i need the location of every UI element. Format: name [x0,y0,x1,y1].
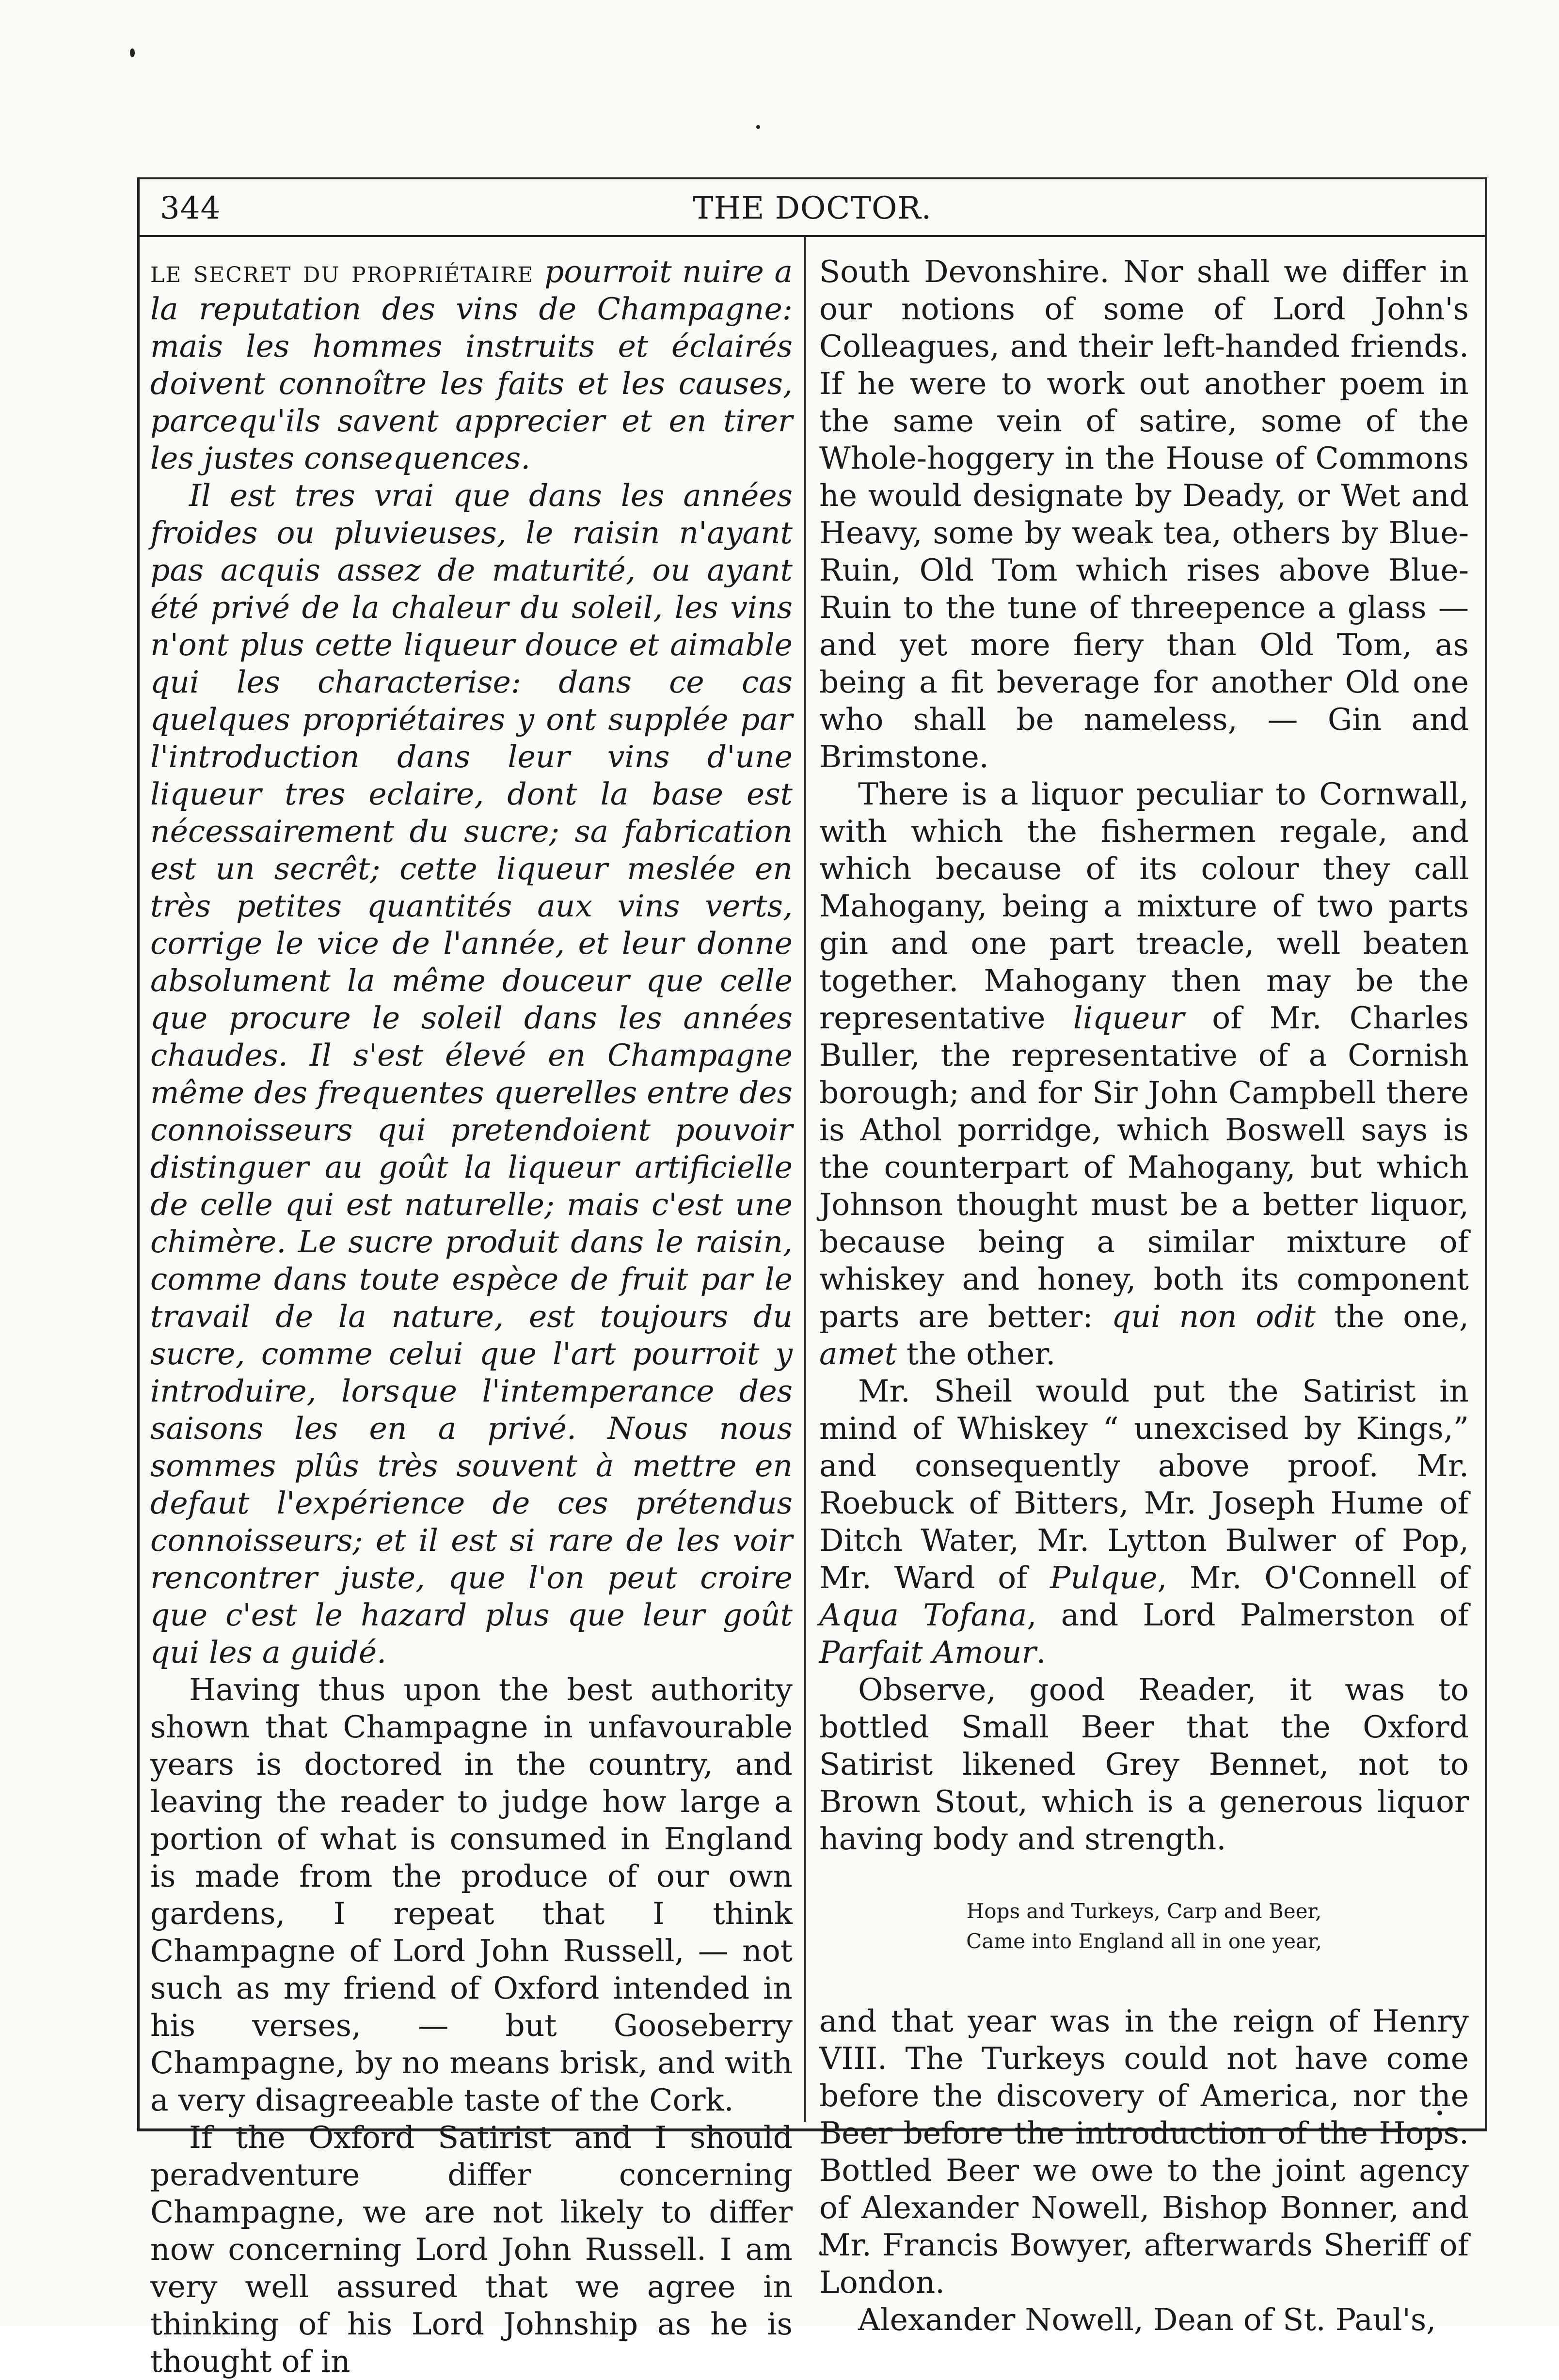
french-quote-paragraph: Il est tres vrai que dans les années froides ou pluvieuses, le raisin n'ayant pas acquis assez de maturité, ou ayant été privé de la chaleur du soleil, les vins n'ont plus cette liqueur douce et aimable qui les characterise: dans ce cas quelques propriétaires y ont supplée par l'introduction dans leur vins d'une liqueur tres eclaire, dont la base est nécessairement du sucre; sa fabrication est un secrêt; cette liqueur meslée en très petites quantités aux vins verts, corrige le vice de l'année, et leur donne absolument la même douceur que celle que procure le soleil dans les années chaudes. Il s'est élevé en Champagne même des frequentes querelles entre des connoisseurs qui pretendoient pouvoir distinguer au goût la liqueur artificielle de celle qui est naturelle; mais c'est une chimère. Le sucre produit dans le raisin, comme dans toute espèce de fruit par le travail de la nature, est toujours du sucre, comme celui que l'art pourroit y introduire, lorsque l'intemperance des saisons les en a privé. Nous nous sommes plûs très souvent à mettre en defaut l'expérience de ces prétendus connoisseurs; et il est si rare de les voir rencontrer juste, que l'on peut croire que c'est le hazard plus que leur goût qui les a guidé. [150,478,793,1670]
text-run: , Mr. O'Connell of [1157,1560,1469,1595]
body-paragraph: Observe, good Reader, it was to bottled Small Beer that the Oxford Satirist likened Grey Bennet, not to Brown Stout, which is a generous liquor having body and strength. [819,1672,1469,1857]
text-run: , and Lord Palmerston of [1027,1597,1469,1633]
left-column [150,253,793,2379]
text-run: the other. [896,1336,1056,1371]
ink-speck [756,125,760,129]
text-run: Mr. Sheil would put the Satirist in mind of Whiskey “ unexcised by Kings,” and consequently above proof. Mr. Roebuck of Bitters, Mr. Joseph Hume of Ditch Water, Mr. Lytton Bulwer of Pop, Mr. Ward of [819,1373,1469,1595]
text-run: of Mr. Charles Buller, the representative of a Cornish borough; and for Sir John Campbell there is Athol porridge, which Boswell says is the counterpart of Mahogany, but which Johnson thought must be a better liquor, because being a similar mixture of whiskey and honey, both its component parts are better: [819,1000,1469,1334]
page-number: 344 [160,190,221,226]
italic-run: Pulque [1050,1560,1158,1595]
header-rule [137,235,1487,237]
body-paragraph: Having thus upon the best authority shown that Champagne in unfavourable years is doctored in the country, and leaving the reader to judge how large a portion of what is consumed in England is made from the produce of our own gardens, I repeat that I think Champagne of Lord John Russell, — not such as my friend of Oxford intended in his verses, — but Gooseberry Champagne, by no means brisk, and with a very disagreeable taste of the Cork. [150,1672,793,2118]
running-title: THE DOCTOR. [693,190,932,226]
verse-quote [819,1896,1469,1956]
quote-text: pourroit nuire a la reputation des vins de Champagne: mais les hommes instruits et éclairés doivent connoître les faits et les causes, parcequ'ils savent apprecier et en tirer les justes consequences. [150,254,793,476]
text-run: the one, [1315,1299,1469,1334]
italic-run: amet [819,1336,897,1371]
italic-run: liqueur [1073,1000,1184,1036]
body-paragraph: South Devonshire. Nor shall we differ in our notions of some of Lord John's Colleagues, and their left-handed friends. If he were to work out another poem in the same vein of satire, some of the Whole-hoggery in the House of Commons he would designate by Deady, or Wet and Heavy, some by weak tea, others by Blue-Ruin, Old Tom which rises above Blue-Ruin to the tune of threepence a glass — and yet more fiery than Old Tom, as being a fit beverage for another Old one who shall be nameless, — Gin and Brimstone. [819,254,1469,774]
body-paragraph: Alexander Nowell, Dean of St. Paul's, [858,2302,1436,2337]
text-run: There is a liquor peculiar to Cornwall, with which the fishermen regale, and which because of its colour they call Mahogany, being a mixture of two parts gin and one part treacle, well beaten together. Mahogany then may be the representative [819,776,1469,1036]
french-quote-paragraph [150,253,793,477]
body-paragraph [819,775,1469,1372]
ink-speck [130,48,135,57]
text-run: . [1036,1635,1046,1670]
italic-run: qui non odit [1112,1299,1316,1334]
column-divider [804,236,806,2122]
quote-lead-smallcaps: le secret du propriétaire [150,254,534,289]
verse-line: Hops and Turkeys, Carp and Beer, [966,1899,1322,1923]
right-column [819,253,1469,2337]
italic-run: Parfait Amour [819,1635,1036,1670]
body-paragraph: and that year was in the reign of Henry VIII. The Turkeys could not have come before the discovery of America, nor the Beer before the introduction of the Hops. Bottled Beer we owe to the joint agency of Alexander Nowell, Bishop Bonner, and Mr. Francis Bowyer, afterwards Sheriff of London. [819,2003,1469,2300]
verse-line: Came into England all in one year, [966,1929,1322,1953]
body-paragraph [819,1372,1469,1671]
italic-run: Aqua Tofana [819,1597,1027,1633]
body-paragraph: If the Oxford Satirist and I should peradventure differ concerning Champagne, we are not likely to differ now concerning Lord John Russell. I am very well assured that we agree in thinking of his Lord Johnship as he is thought of in [150,2120,793,2379]
